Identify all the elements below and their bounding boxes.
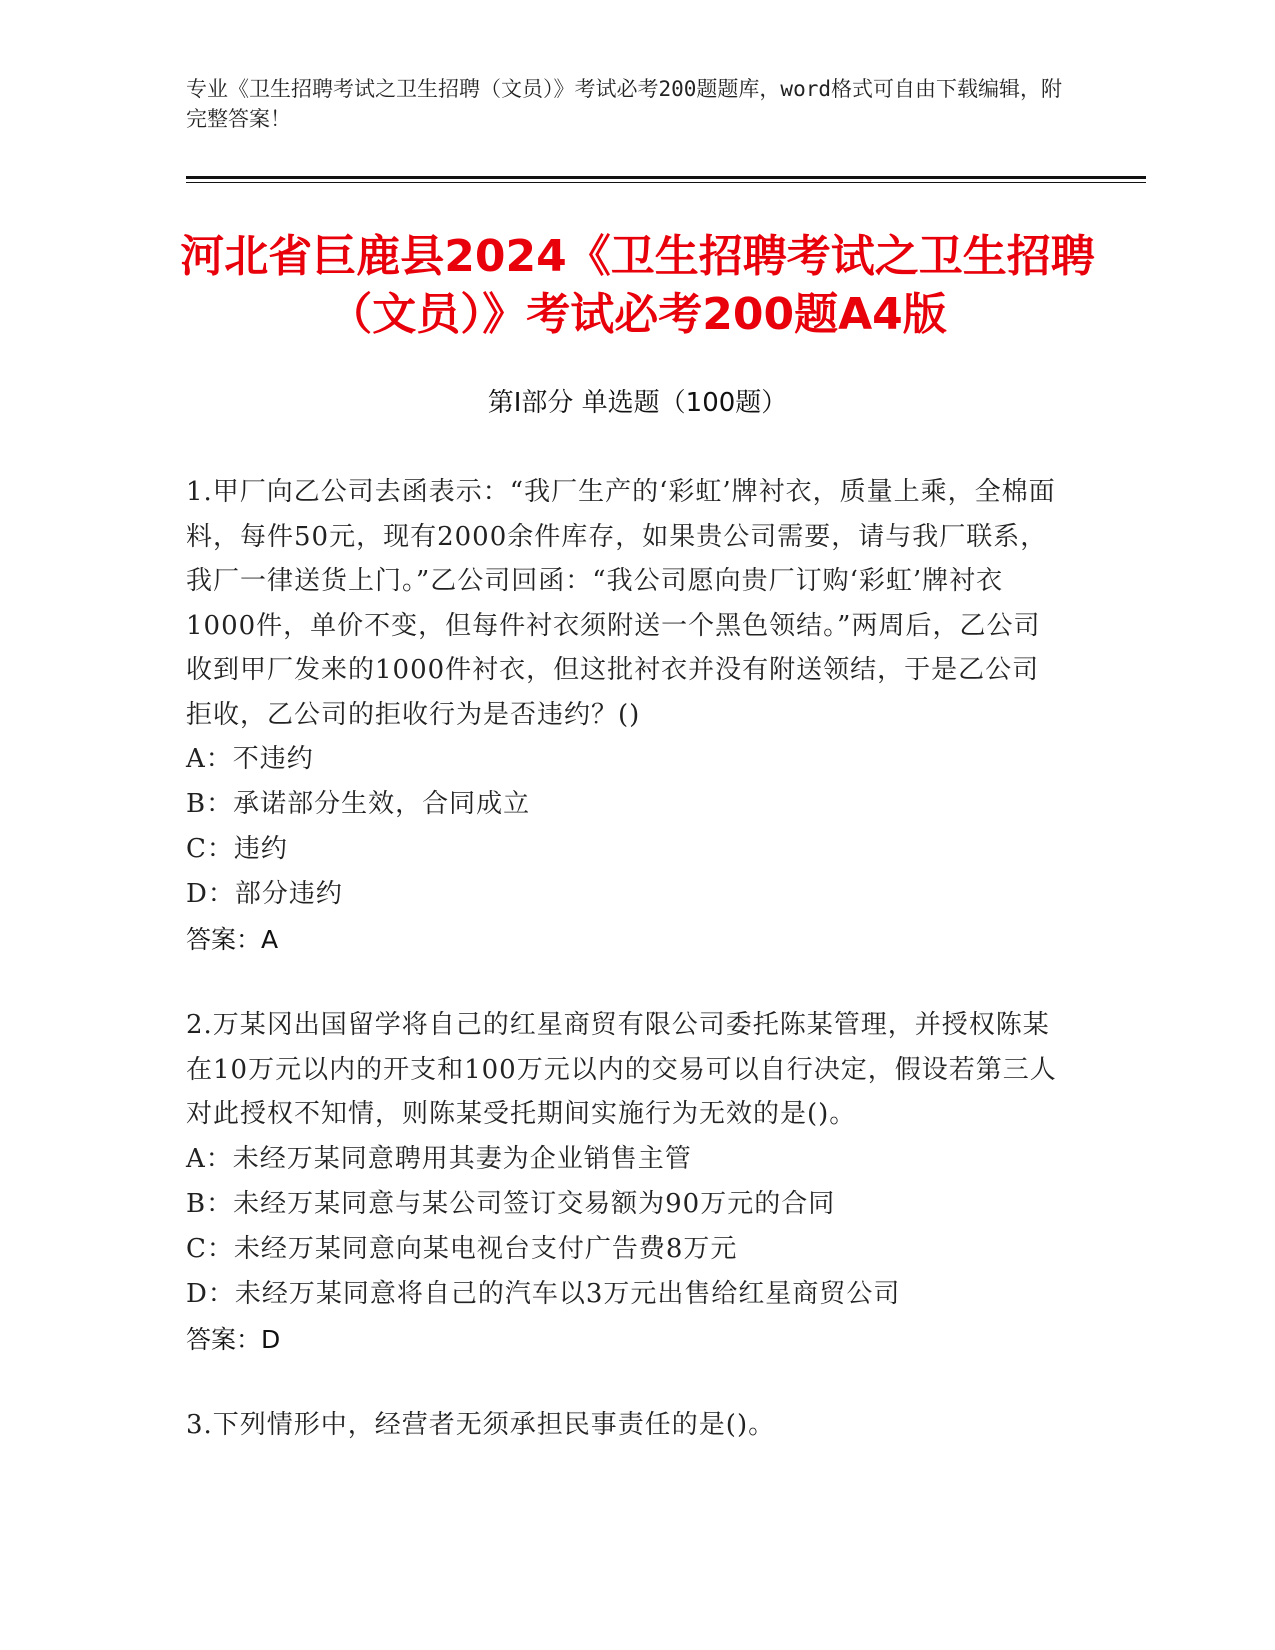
option-c: C：未经万某同意向某电视台支付广告费8万元: [186, 1233, 738, 1264]
option-d: D：部分违约: [186, 879, 343, 909]
question-stem: 1.甲厂向乙公司去函表示：“我厂生产的‘彩虹’牌衬衣，质量上乘，全棉面料，每件50元，现有2000余件库存，如果贵公司需要，请与我厂联系，我厂一律送货上门。”乙公司回函：“我公司愿向贵厂订购‘彩虹’牌衬衣1000件，单价不变，但每件衬衣须附送一个黑色领结。”两周后，乙公司收到甲厂发来的1000件衬衣，但这批衬衣并没有附送领结，于是乙公司拒收，乙公司的拒收行为是否违约？(): [186, 477, 1056, 730]
header-rule-thick: [186, 176, 1146, 179]
document-title: 河北省巨鹿县2024《卫生招聘考试之卫生招聘（文员）》考试必考200题A4版: [180, 231, 1095, 340]
answer: 答案：A: [186, 925, 279, 954]
option-a: A：未经万某同意聘用其妻为企业销售主管: [186, 1143, 692, 1174]
header-note: 专业《卫生招聘考试之卫生招聘（文员）》考试必考200题题库，word格式可自由下载编辑，附完整答案！: [186, 77, 1062, 131]
question-stem: 2.万某冈出国留学将自己的红星商贸有限公司委托陈某管理，并授权陈某在10万元以内的开支和100万元以内的交易可以自行决定，假设若第三人对此授权不知情，则陈某受托期间实施行为无效的是()。: [186, 1010, 1057, 1129]
question-list: [186, 470, 1066, 1487]
question-1: [186, 470, 1066, 963]
option-b: B：未经万某同意与某公司签订交易额为90万元的合同: [186, 1188, 836, 1219]
option-b: B：承诺部分生效，合同成立: [186, 789, 531, 819]
question-2: [186, 1003, 1066, 1363]
header-rule-thin: [186, 182, 1146, 183]
option-a: A：不违约: [186, 744, 314, 774]
question-stem: 3.下列情形中，经营者无须承担民事责任的是()。: [186, 1409, 776, 1440]
section-heading: 第Ⅰ部分 单选题（100题）: [487, 388, 788, 418]
option-d: D：未经万某同意将自己的汽车以3万元出售给红星商贸公司: [186, 1278, 901, 1309]
answer: 答案：D: [186, 1324, 281, 1354]
question-3: [186, 1403, 1066, 1448]
option-c: C：违约: [186, 834, 288, 864]
